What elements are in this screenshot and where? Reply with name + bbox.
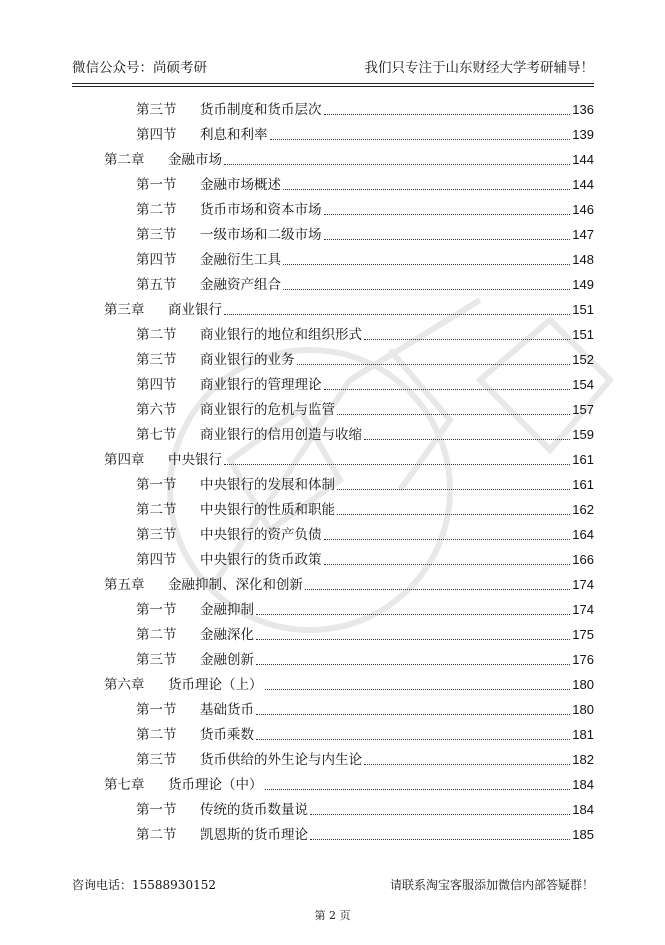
toc-dot-leader [310,839,570,840]
toc-section-entry[interactable] [104,469,594,494]
toc-entry-title: 金融深化 [200,627,254,643]
toc-dot-leader [256,714,570,715]
toc-section-entry[interactable] [104,744,594,769]
footer-phone: 咨询电话：15588930152 [72,878,216,892]
toc-section-entry[interactable] [104,169,594,194]
toc-entry-page: 174 [572,577,594,592]
toc-entry-number: 第五章 [104,577,145,593]
toc-dot-leader [224,314,570,315]
toc-dot-leader [224,464,570,465]
toc-entry-title: 货币供给的外生论与内生论 [200,752,362,768]
toc-entry-number: 第一节 [136,177,177,193]
toc-dot-leader [265,789,571,790]
toc-dot-leader [265,689,571,690]
toc-entry-number: 第三节 [136,527,177,543]
toc-entry-page: 164 [572,527,594,542]
toc-section-entry[interactable] [104,394,594,419]
toc-dot-leader [324,239,571,240]
toc-section-entry[interactable] [104,269,594,294]
toc-section-entry[interactable] [104,344,594,369]
toc-entry-page: 166 [572,552,594,567]
toc-dot-leader [256,614,570,615]
toc-entry-number: 第三节 [136,102,177,118]
toc-dot-leader [364,339,570,340]
toc-entry-number: 第七章 [104,777,145,793]
toc-entry-page: 184 [572,777,594,792]
toc-entry-number: 第二节 [136,202,177,218]
toc-section-entry[interactable] [104,619,594,644]
toc-entry-page: 161 [572,477,594,492]
toc-entry-number: 第二节 [136,827,177,843]
toc-entry-title: 利息和利率 [200,127,268,143]
toc-section-entry[interactable] [104,644,594,669]
toc-dot-leader [324,114,571,115]
toc-entry-title: 传统的货币数量说 [200,802,308,818]
toc-entry-number: 第一节 [136,477,177,493]
toc-section-entry[interactable] [104,119,594,144]
toc-dot-leader [305,589,570,590]
toc-entry-title: 金融衍生工具 [200,252,281,268]
toc-entry-title: 中央银行的发展和体制 [200,477,335,493]
toc-entry-page: 162 [572,502,594,517]
footer-note: 请联系淘宝客服添加微信内部答疑群！ [389,878,594,892]
toc-entry-number: 第四节 [136,252,177,268]
toc-entry-number: 第二节 [136,727,177,743]
toc-dot-leader [283,264,570,265]
table-of-contents [104,94,594,844]
toc-entry-page: 148 [572,252,594,267]
toc-section-entry[interactable] [104,694,594,719]
toc-dot-leader [297,364,571,365]
toc-dot-leader [324,214,571,215]
toc-dot-leader [364,764,570,765]
toc-section-entry[interactable] [104,194,594,219]
toc-dot-leader [337,514,570,515]
toc-entry-page: 154 [572,377,594,392]
toc-entry-number: 第二节 [136,327,177,343]
toc-entry-title: 中央银行的资产负债 [200,527,322,543]
toc-section-entry[interactable] [104,319,594,344]
toc-chapter-entry[interactable] [104,769,594,794]
toc-entry-title: 商业银行的管理理论 [200,377,322,393]
toc-entry-page: 139 [572,127,594,142]
header-left-text: 微信公众号：尚硕考研 [72,60,207,76]
toc-entry-number: 第四节 [136,377,177,393]
toc-entry-page: 182 [572,752,594,767]
toc-entry-page: 144 [572,177,594,192]
toc-entry-title: 中央银行 [168,452,222,468]
toc-dot-leader [256,739,570,740]
toc-entry-number: 第四节 [136,127,177,143]
toc-entry-page: 151 [572,302,594,317]
toc-entry-number: 第一节 [136,802,177,818]
toc-entry-title: 中央银行的货币政策 [200,552,322,568]
toc-entry-page: 175 [572,627,594,642]
toc-dot-leader [324,539,571,540]
toc-entry-page: 180 [572,677,594,692]
toc-entry-title: 商业银行的业务 [200,352,295,368]
toc-dot-leader [324,389,571,390]
toc-entry-page: 149 [572,277,594,292]
toc-entry-title: 金融资产组合 [200,277,281,293]
toc-entry-title: 商业银行的危机与监管 [200,402,335,418]
toc-section-entry[interactable] [104,419,594,444]
toc-section-entry[interactable] [104,544,594,569]
toc-dot-leader [364,439,570,440]
toc-entry-page: 174 [572,602,594,617]
page-footer [72,876,594,893]
toc-entry-title: 金融抑制 [200,602,254,618]
toc-entry-title: 货币制度和货币层次 [200,102,322,118]
toc-entry-page: 184 [572,802,594,817]
toc-entry-number: 第三节 [136,227,177,243]
toc-section-entry[interactable] [104,244,594,269]
toc-entry-number: 第六节 [136,402,177,418]
toc-entry-page: 152 [572,352,594,367]
toc-entry-title: 金融市场概述 [200,177,281,193]
toc-entry-number: 第二节 [136,502,177,518]
toc-entry-page: 144 [572,152,594,167]
toc-entry-number: 第一节 [136,702,177,718]
toc-section-entry[interactable] [104,94,594,119]
toc-dot-leader [270,139,571,140]
toc-entry-number: 第六章 [104,677,145,693]
toc-entry-title: 金融创新 [200,652,254,668]
toc-dot-leader [256,664,570,665]
toc-entry-number: 第二节 [136,627,177,643]
toc-entry-page: 157 [572,402,594,417]
toc-entry-page: 136 [572,102,594,117]
toc-entry-page: 185 [572,827,594,842]
toc-entry-number: 第一节 [136,602,177,618]
toc-chapter-entry[interactable] [104,569,594,594]
toc-dot-leader [324,564,571,565]
toc-entry-title: 一级市场和二级市场 [200,227,322,243]
toc-entry-number: 第四章 [104,452,145,468]
toc-entry-title: 货币理论（中） [168,777,263,793]
toc-entry-number: 第七节 [136,427,177,443]
toc-entry-page: 151 [572,327,594,342]
toc-entry-number: 第三节 [136,352,177,368]
toc-dot-leader [283,289,570,290]
toc-section-entry[interactable] [104,594,594,619]
toc-section-entry[interactable] [104,369,594,394]
toc-dot-leader [283,189,570,190]
toc-entry-page: 176 [572,652,594,667]
toc-entry-title: 商业银行的信用创造与收缩 [200,427,362,443]
toc-entry-page: 161 [572,452,594,467]
toc-section-entry[interactable] [104,494,594,519]
toc-entry-number: 第五节 [136,277,177,293]
toc-entry-number: 第四节 [136,552,177,568]
toc-entry-page: 147 [572,227,594,242]
toc-section-entry[interactable] [104,219,594,244]
toc-entry-title: 中央银行的性质和职能 [200,502,335,518]
toc-entry-page: 181 [572,727,594,742]
toc-entry-title: 金融市场 [168,152,222,168]
toc-entry-page: 159 [572,427,594,442]
toc-section-entry[interactable] [104,519,594,544]
toc-entry-title: 金融抑制、深化和创新 [168,577,303,593]
toc-entry-page: 146 [572,202,594,217]
toc-chapter-entry[interactable] [104,144,594,169]
toc-entry-title: 基础货币 [200,702,254,718]
toc-entry-title: 商业银行 [168,302,222,318]
toc-dot-leader [256,639,570,640]
toc-entry-number: 第二章 [104,152,145,168]
toc-entry-title: 货币理论（上） [168,677,263,693]
toc-section-entry[interactable] [104,794,594,819]
toc-section-entry[interactable] [104,819,594,844]
toc-entry-number: 第三节 [136,652,177,668]
toc-entry-title: 商业银行的地位和组织形式 [200,327,362,343]
header-right-text: 我们只专注于山东财经大学考研辅导！ [364,60,594,76]
toc-dot-leader [337,414,570,415]
toc-entry-number: 第三章 [104,302,145,318]
toc-section-entry[interactable] [104,719,594,744]
toc-chapter-entry[interactable] [104,294,594,319]
toc-chapter-entry[interactable] [104,444,594,469]
toc-entry-title: 货币乘数 [200,727,254,743]
toc-entry-page: 180 [572,702,594,717]
page-header [72,54,594,84]
toc-dot-leader [310,814,570,815]
toc-chapter-entry[interactable] [104,669,594,694]
toc-entry-title: 凯恩斯的货币理论 [200,827,308,843]
toc-dot-leader [224,164,570,165]
toc-dot-leader [337,489,570,490]
toc-entry-title: 货币市场和资本市场 [200,202,322,218]
page-number: 第 2 页 [314,909,351,922]
toc-entry-number: 第三节 [136,752,177,768]
